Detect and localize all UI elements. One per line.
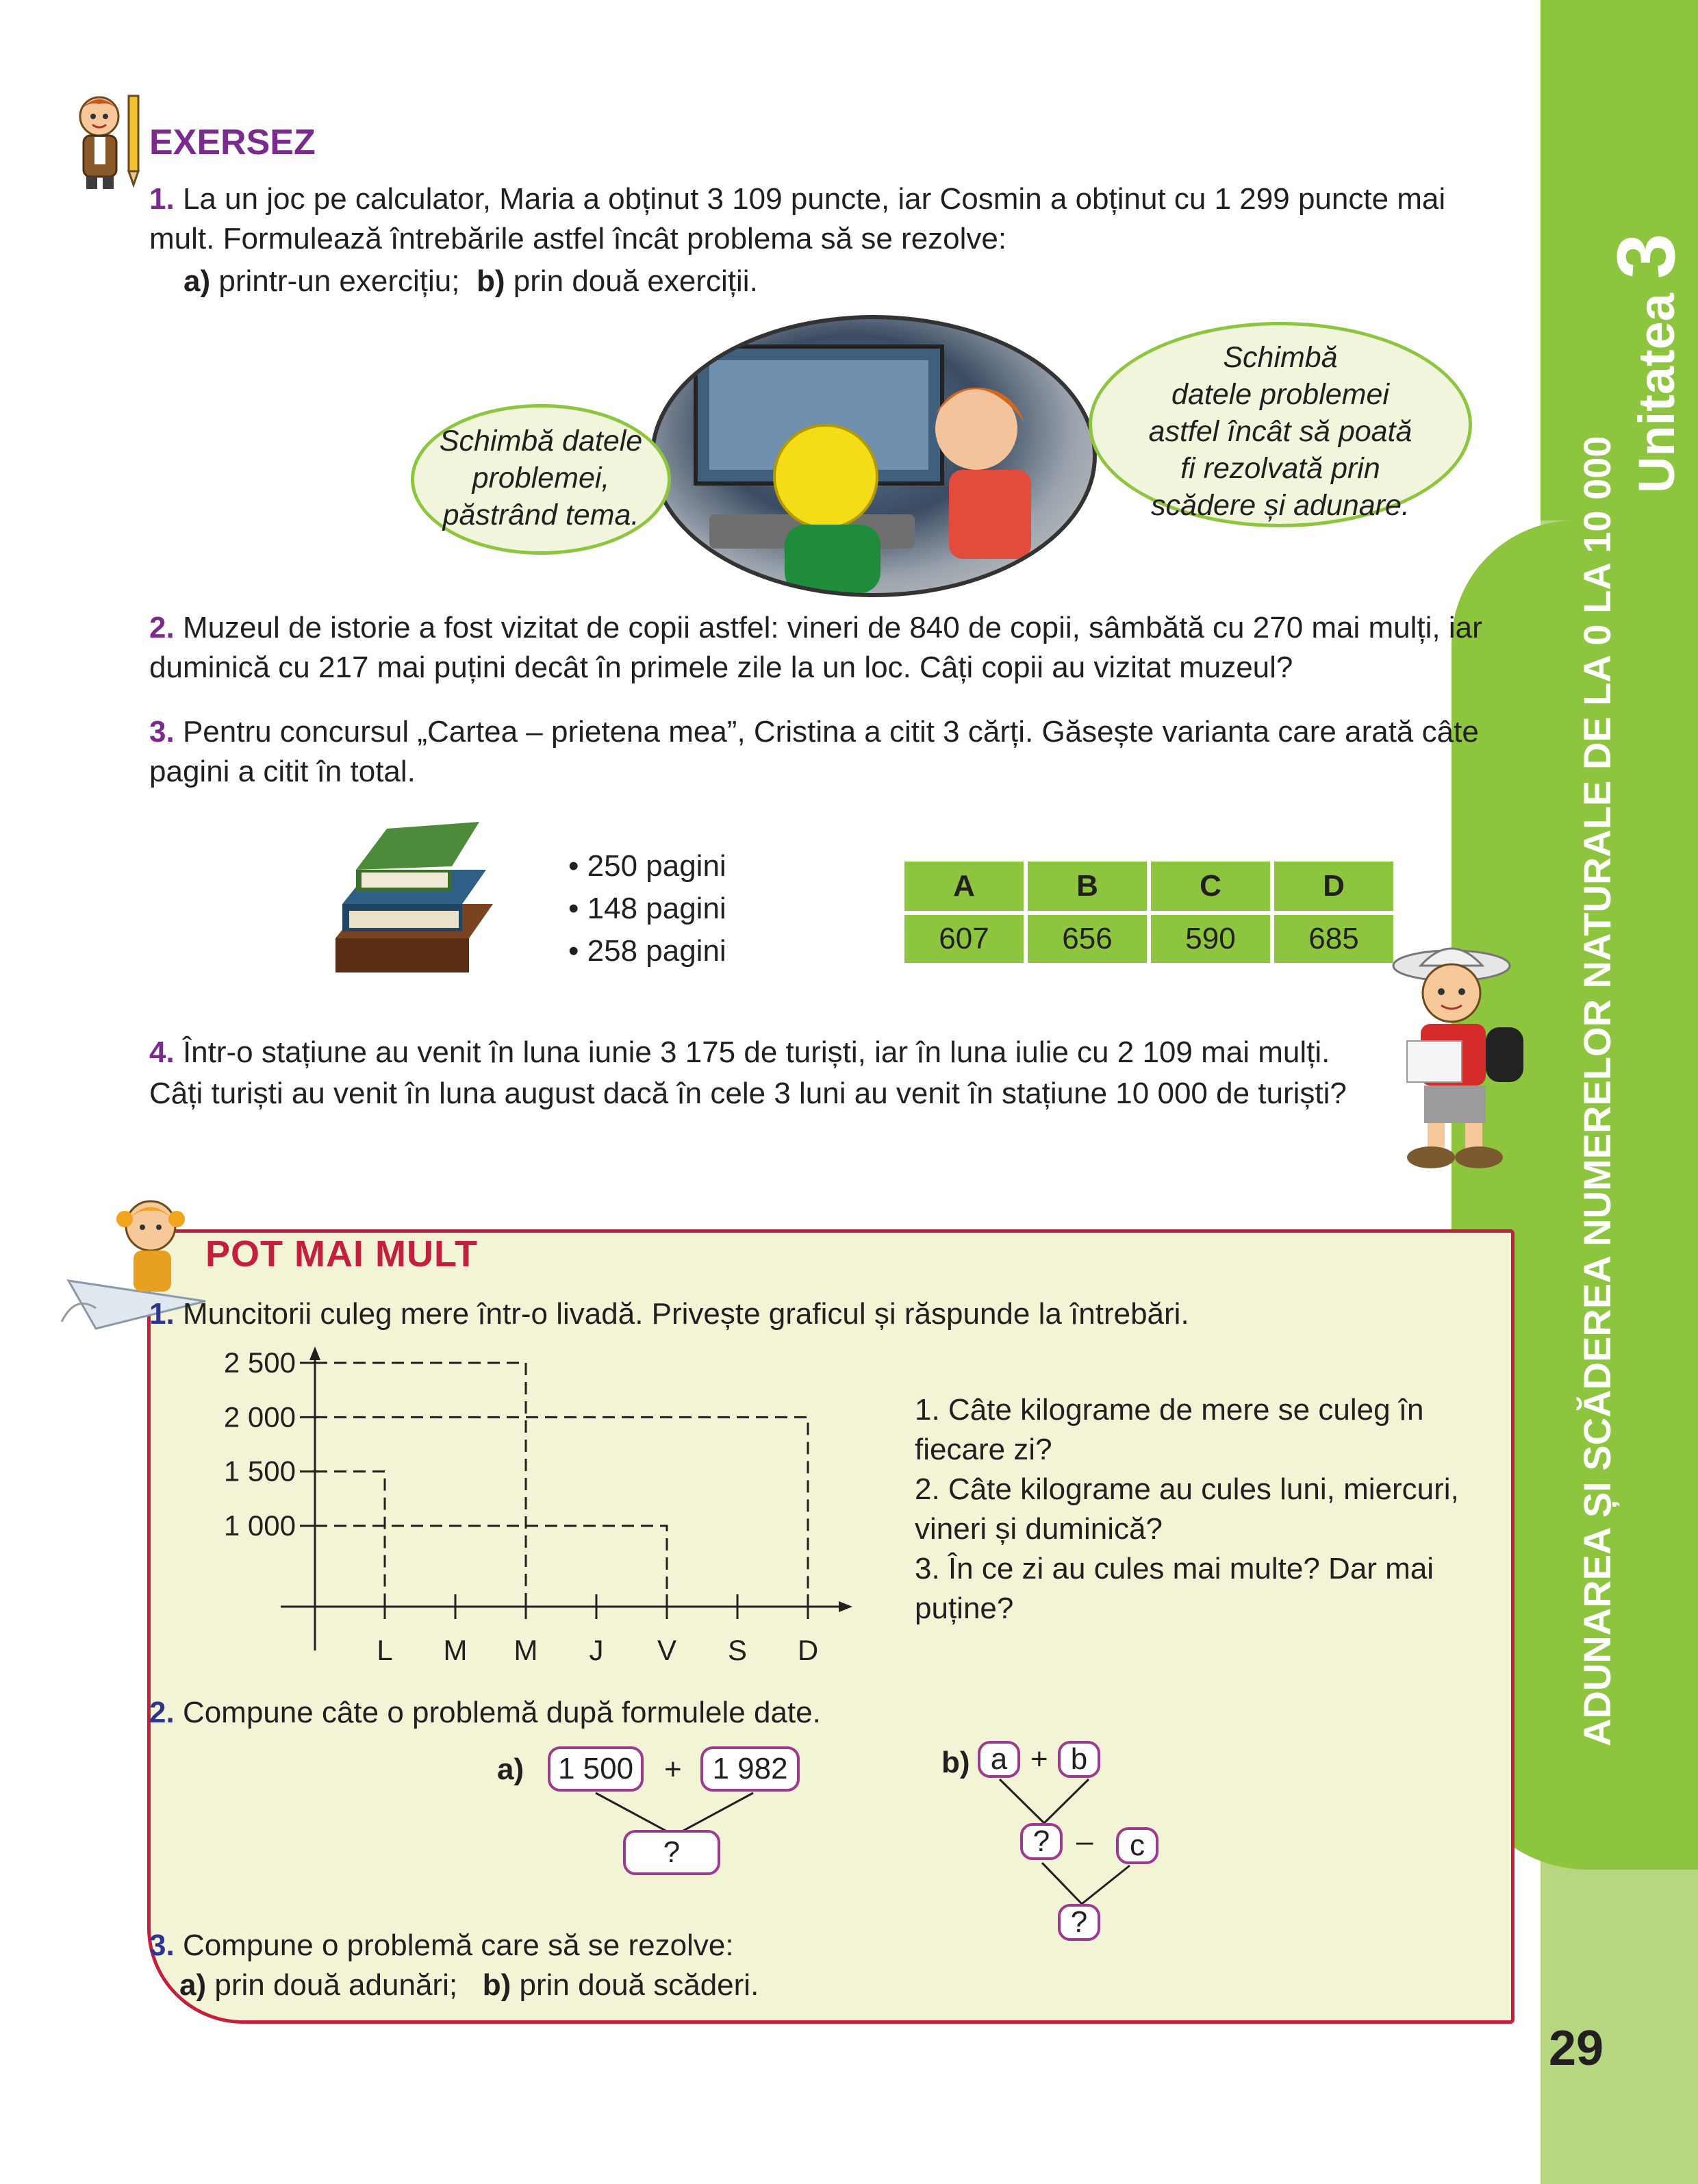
ex1-line1: 1. La un joc pe calculator, Maria a obținut 3 109 puncte, iar Cosmin a obținut cu 1 299 puncte mai [149, 182, 1446, 216]
chart-value-line [315, 1363, 526, 1607]
formula-b-label: b) [941, 1746, 970, 1779]
exersez-title: EXERSEZ [149, 123, 316, 162]
answer-table [900, 857, 1397, 967]
pmm-ex1-number: 1. [149, 1297, 175, 1331]
speech-bubble-right: Schimbă datele problemei astfel încât să poată fi rezolvată prin scădere și adunare. [1089, 322, 1472, 527]
ex1-number: 1. [149, 182, 175, 216]
answer-header-d: D [1274, 862, 1393, 911]
formula-b-connector-bottom [1034, 1861, 1164, 1909]
speech-bubble-left: Schimbă datele problemei, păstrând tema. [411, 404, 671, 555]
chart-value-line [315, 1472, 385, 1607]
ex3-number: 3. [149, 715, 175, 749]
book-1-pages: • 250 pagini [568, 849, 726, 883]
answer-table-values [904, 915, 1393, 963]
formula-b-connector-top [986, 1778, 1116, 1826]
page-number: 29 [1549, 2021, 1604, 2076]
formula-b-b-box: b [1058, 1741, 1100, 1778]
answer-value-a: 607 [904, 915, 1024, 963]
book-2-pages: • 148 pagini [568, 892, 726, 925]
ex3-line2: pagini a citit în total. [149, 755, 416, 788]
answer-table-header [904, 862, 1393, 911]
ex2-line1: 2. Muzeul de istorie a fost vizitat de copii astfel: vineri de 840 de copii, sâmbătă cu 270 mai mulți, iar [149, 611, 1482, 644]
pmm-ex3-text: 3. Compune o problemă care să se rezolve: [149, 1929, 734, 1962]
x-tick-label: V [657, 1634, 677, 1666]
y-tick-label: 1 000 [223, 1509, 296, 1542]
formula-a-right-box: 1 982 [700, 1746, 800, 1792]
formula-a-left-box: 1 500 [548, 1746, 644, 1792]
x-tick-label: S [727, 1634, 748, 1666]
formula-a-operator: + [664, 1753, 682, 1786]
ex1-line2: mult. Formulează întrebările astfel încât problema să se rezolve: [149, 222, 1007, 255]
pmm-ex3-number: 3. [149, 1929, 175, 1962]
unit-label: Unitatea 3 [1600, 233, 1692, 493]
answer-header-c: C [1151, 862, 1270, 911]
formula-b-c-box: c [1116, 1827, 1158, 1864]
question-line-3: 2. Câte kilograme au cules luni, miercuri, [915, 1472, 1459, 1506]
answer-header-a: A [904, 862, 1024, 911]
formula-b-operator-minus: – [1076, 1824, 1093, 1858]
answer-header-b: B [1028, 862, 1147, 911]
pmm-ex2-number: 2. [149, 1696, 175, 1729]
ex2-line2: duminică cu 217 mai puțini decât în primele zile la un loc. Câți copii au vizitat muzeul? [149, 651, 1293, 684]
children-at-computer-image [650, 315, 1097, 597]
ex2-number: 2. [149, 611, 175, 644]
ex1-options: a) printr-un exercițiu; b) prin două exerciții. [183, 264, 758, 298]
formula-a-result-box: ? [623, 1830, 720, 1875]
x-tick-label: L [377, 1634, 393, 1666]
formula-a-label: a) [497, 1753, 524, 1786]
boy-pencil-mascot-icon [68, 89, 147, 192]
pot-mai-mult-title: POT MAI MULT [205, 1233, 478, 1275]
y-tick-label: 2 500 [223, 1346, 296, 1379]
ex3-line1: 3. Pentru concursul „Cartea – prietena mea”, Cristina a citit 3 cărți. Găsește varianta care arată câte [149, 715, 1479, 749]
x-tick-label: J [589, 1634, 604, 1666]
chart-questions [915, 1390, 1462, 1629]
question-line-2: fiecare zi? [915, 1433, 1052, 1466]
chart-value-line [315, 1417, 808, 1607]
question-line-6: puține? [915, 1592, 1014, 1625]
explorer-boy-mascot-icon [1390, 945, 1541, 1171]
question-line-5: 3. În ce zi au cules mai multe? Dar mai [915, 1552, 1434, 1585]
answer-value-b: 656 [1028, 915, 1147, 963]
x-axis-arrow [839, 1601, 852, 1612]
formula-b-a-box: a [978, 1741, 1020, 1778]
formula-b-result-box: ? [1058, 1904, 1100, 1941]
books-stack-icon [322, 801, 514, 986]
apple-harvest-chart [199, 1342, 870, 1671]
ex4-number: 4. [149, 1035, 175, 1069]
question-line-4: vineri și duminică? [915, 1512, 1163, 1546]
chart-value-line [315, 1526, 667, 1607]
chart-axes [281, 1346, 852, 1650]
y-tick-label: 2 000 [223, 1401, 296, 1433]
book-3-pages: • 258 pagini [568, 934, 726, 968]
question-line-1: 1. Câte kilograme de mere se culeg în [915, 1393, 1424, 1427]
pmm-ex1-text: 1. Muncitorii culeg mere într-o livadă. Privește graficul și răspunde la întrebări. [149, 1297, 1189, 1331]
x-tick-label: M [514, 1634, 538, 1666]
ex4-line1: 4. Într-o stațiune au venit în luna iunie 3 175 de turiști, iar în luna iulie cu 2 109 mai mulți. [149, 1035, 1330, 1069]
unit-number: 3 [1600, 233, 1692, 279]
y-tick-label: 1 500 [223, 1455, 296, 1488]
x-tick-label: D [797, 1634, 819, 1666]
formula-b-mid-box: ? [1020, 1823, 1063, 1860]
answer-value-c: 590 [1151, 915, 1270, 963]
ex4-line2: Câți turiști au venit în luna august dacă în cele 3 luni au venit în stațiune 10 000 de turiști? [149, 1077, 1347, 1110]
y-axis-arrow [309, 1346, 320, 1360]
pmm-ex2-text: 2. Compune câte o problemă după formulele date. [149, 1696, 821, 1729]
pmm-ex3-options: a) prin două adunări; b) prin două scăderi. [179, 1968, 759, 2002]
formula-b-operator-plus: + [1030, 1742, 1048, 1776]
x-tick-label: M [443, 1634, 468, 1666]
section-title: ADUNAREA ȘI SCĂDEREA NUMERELOR NATURALE DE LA 0 LA 10 000 [1575, 436, 1619, 1746]
answer-value-d: 685 [1274, 915, 1393, 963]
